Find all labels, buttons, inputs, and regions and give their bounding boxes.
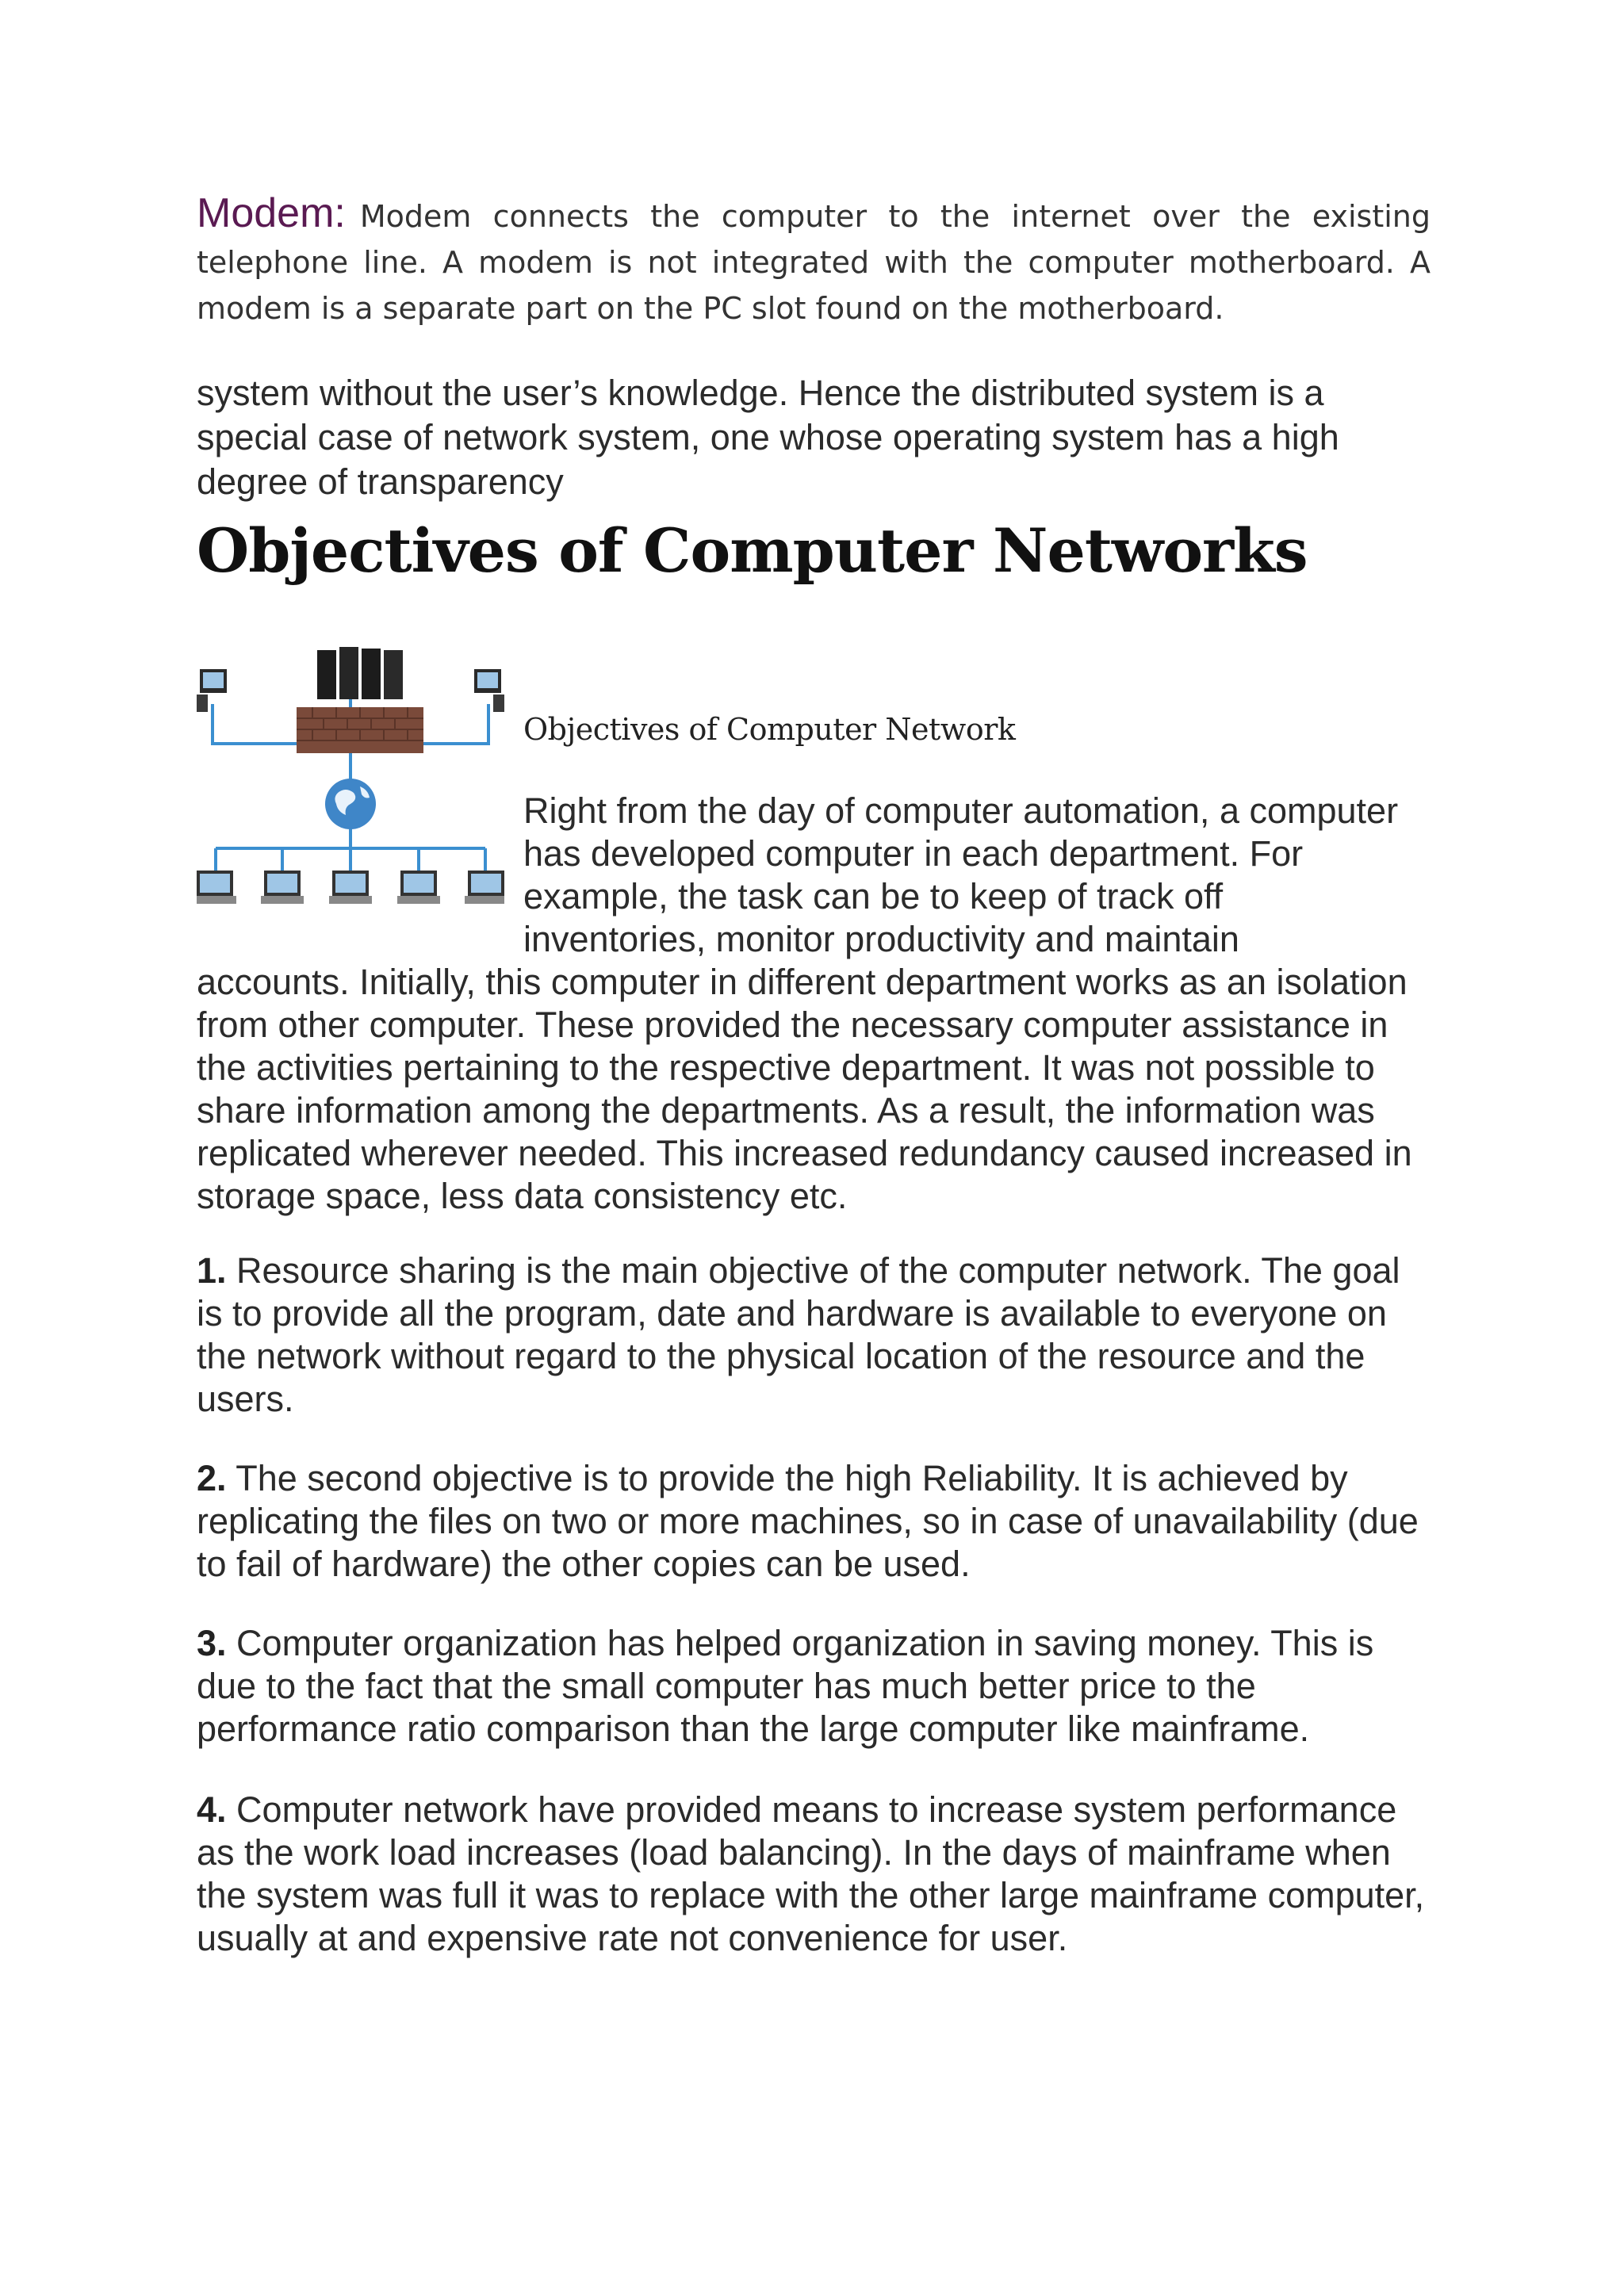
intro-line: Right from the day of computer automation, a computer xyxy=(523,790,1399,831)
transparency-paragraph: system without the user’s knowledge. Hence the distributed system is a special case of network system, one whose operating system has a high degree of transparency xyxy=(197,373,1339,502)
objective-text: The second objective is to provide the high Reliability. It is achieved by replicating the files on two or more machines, so in case of unavailability (due to fail of hardware) the other copies can be used. xyxy=(197,1458,1419,1584)
page-title: Objectives of Computer Networks xyxy=(197,515,1308,586)
intro-rest: accounts. Initially, this computer in different department works as an isolation from other computer. These provided the necessary computer assistance in the activities pertaining to the respective department. It was not possible to share information among the departments. As a result, the information was replicated wherever needed. This increased redundancy caused increased in storage space, less data consistency etc. xyxy=(197,962,1412,1216)
intro-line: has developed computer in each department. For xyxy=(523,833,1304,874)
server-icon xyxy=(317,647,403,699)
objective-number: 1. xyxy=(197,1250,227,1291)
objective-item xyxy=(197,1249,1431,1421)
figure-caption: Objectives of Computer Network xyxy=(523,712,1016,747)
modem-term: Modem: xyxy=(197,190,346,236)
objective-number: 3. xyxy=(197,1623,227,1663)
objective-number: 4. xyxy=(197,1789,227,1830)
objective-text: Resource sharing is the main objective of the computer network. The goal is to provide all the program, date and hardware is available to everyone on the network without regard to the physical location of the resource and the users. xyxy=(197,1250,1400,1419)
objective-number: 2. xyxy=(197,1458,227,1498)
intro-line: example, the task can be to keep of track off xyxy=(523,876,1224,916)
objective-text: Computer organization has helped organization in saving money. This is due to the fact that the small computer has much better price to the performance ratio comparison than the large computer like mainframe. xyxy=(197,1623,1374,1749)
objective-item xyxy=(197,1457,1431,1586)
objective-item xyxy=(197,1789,1431,1960)
firewall-icon xyxy=(297,707,423,753)
modem-text: Modem connects the computer to the internet over the existing telephone line. A modem is not integrated with the computer motherboard. A modem is a separate part on the PC slot found on the motherboard. xyxy=(197,199,1431,326)
objective-text: Computer network have provided means to increase system performance as the work load increases (load balancing). In the days of mainframe when the system was full it was to replace with the other large mainframe computer, usually at and expensive rate not convenience for user. xyxy=(197,1789,1425,1958)
intro-paragraph xyxy=(197,790,1431,1218)
modem-paragraph xyxy=(197,190,1431,331)
intro-line: inventories, monitor productivity and maintain xyxy=(523,919,1239,959)
objective-item xyxy=(197,1622,1431,1751)
